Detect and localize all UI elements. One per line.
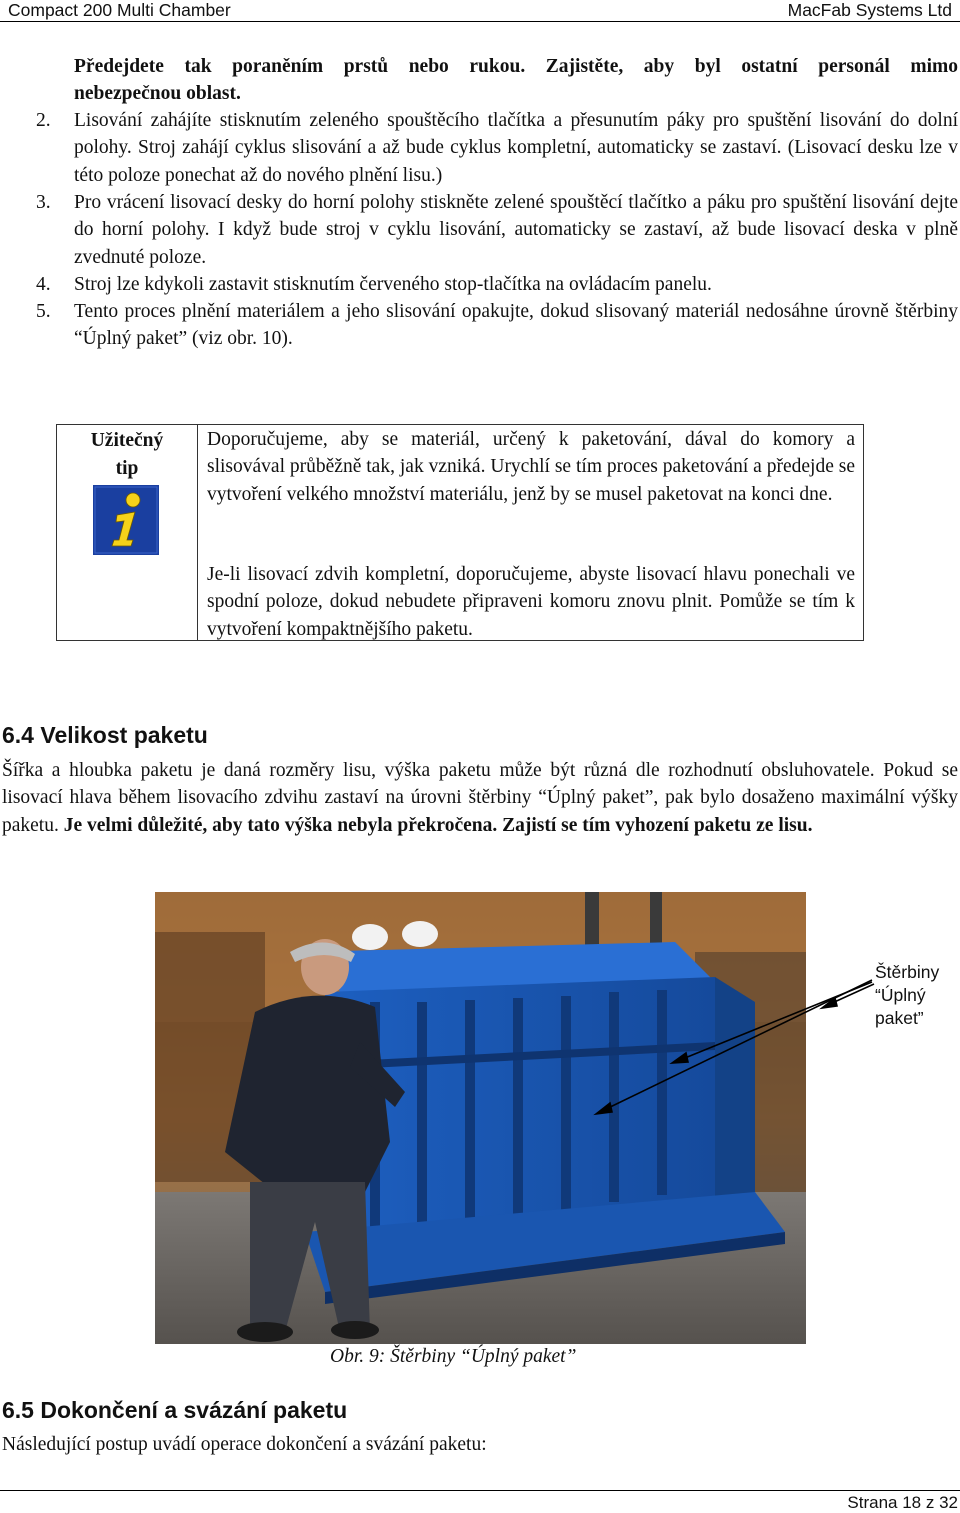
step-2-number: 2. bbox=[36, 110, 51, 131]
section-6-4-number: 6.4 bbox=[2, 722, 34, 748]
intro-warning-line1: Předejdete tak poraněním prstů nebo rukou. Zajistěte, aby byl ostatní personál mimo bbox=[74, 56, 958, 77]
footer-rule bbox=[0, 1490, 960, 1491]
header-company: MacFab Systems Ltd bbox=[787, 0, 952, 20]
section-6-5-text: Následující postup uvádí operace dokončení a svázání paketu: bbox=[2, 1434, 487, 1455]
tip-title-line1: Užitečný bbox=[90, 430, 164, 451]
page-number: Strana 18 z 32 bbox=[847, 1493, 958, 1512]
tip-paragraph-1: Doporučujeme, aby se materiál, určený k paketování, dával do komory a slisovával průběžně tak, jak vzniká. Urychlí se tím proces paketování a předejde se vytvoření velkého množství materiálu, jenž by se musel paketovat na konci dne. bbox=[207, 429, 855, 505]
step-3-number: 3. bbox=[36, 192, 51, 213]
step-2-text: Lisování zahájíte stisknutím zeleného spouštěcího tlačítka a přesunutím páky pro spuštění lisování do dolní polohy. Stroj zahájí cyklus slisování a až bude cyklus kompletní, automaticky se zastaví. (Lisovací desku lze v této poloze ponechat až do nového plnění lisu.) bbox=[74, 110, 958, 186]
figure-label-line1: Štěrbiny bbox=[875, 962, 940, 982]
step-4-number: 4. bbox=[36, 274, 51, 295]
figure-label-line2: “Úplný bbox=[875, 985, 926, 1005]
page-header bbox=[0, 0, 960, 22]
baler-photo bbox=[155, 892, 806, 1344]
section-6-4-heading bbox=[2, 722, 208, 749]
section-6-5-title: Dokončení a svázání paketu bbox=[33, 1397, 348, 1423]
tip-paragraph-2: Je-li lisovací zdvih kompletní, doporučujeme, abyste lisovací hlavu ponechali ve spodní poloze, dokud nebudete připraveni komoru znovu plnit. Pomůže se tím k vytvoření kompaktnějšího paketu. bbox=[207, 564, 855, 640]
section-6-4-text-normal: Šířka a hloubka paketu je daná rozměry lisu, výška paketu může být různá dle rozhodnutí obsluhovatele. Pokud se lisovací hlava během lisovacího zdvihu zastaví na úrovni štěrbiny “Úplný paket”, pak bylo dosaženo maximální výšky paketu. bbox=[2, 760, 958, 836]
section-6-4-text-bold: Je velmi důležité, aby tato výška nebyla překročena. Zajistí se tím vyhození paketu ze lisu. bbox=[63, 814, 813, 836]
tip-title-line2: tip bbox=[115, 458, 139, 479]
step-4-text: Stroj lze kdykoli zastavit stisknutím červeného stop-tlačítka na ovládacím panelu. bbox=[74, 274, 712, 295]
step-5-number: 5. bbox=[36, 301, 51, 322]
intro-warning-line2: nebezpečnou oblast. bbox=[74, 83, 241, 104]
figure-label-line3: paket” bbox=[875, 1008, 924, 1028]
tip-title bbox=[57, 427, 197, 483]
tip-divider bbox=[197, 425, 198, 640]
section-6-4-text bbox=[2, 757, 958, 839]
figure-caption: Obr. 9: Štěrbiny “Úplný paket” bbox=[330, 1346, 577, 1367]
useful-tip-box bbox=[56, 424, 864, 641]
figure-slot-label bbox=[875, 961, 939, 1030]
step-3-text: Pro vrácení lisovací desky do horní polohy stiskněte zelené spouštěcí tlačítko a páku pro spuštění lisování dejte do horní polohy. I když bude stroj v cyklu lisování, automaticky se zastaví, až bude lisovací deska v plně zvednuté poloze. bbox=[74, 192, 958, 268]
section-6-4-title: Velikost paketu bbox=[33, 722, 208, 748]
section-6-5-heading bbox=[2, 1397, 347, 1424]
step-5-text: Tento proces plnění materiálem a jeho slisování opakujte, dokud slisovaný materiál nedosáhne úrovně štěrbiny “Úplný paket” (viz obr. 10). bbox=[74, 301, 958, 350]
info-icon bbox=[93, 485, 159, 555]
header-rule bbox=[0, 21, 960, 22]
section-6-5-number: 6.5 bbox=[2, 1397, 34, 1423]
arrow-head-3 bbox=[822, 998, 837, 1008]
header-document-title: Compact 200 Multi Chamber bbox=[8, 0, 231, 20]
